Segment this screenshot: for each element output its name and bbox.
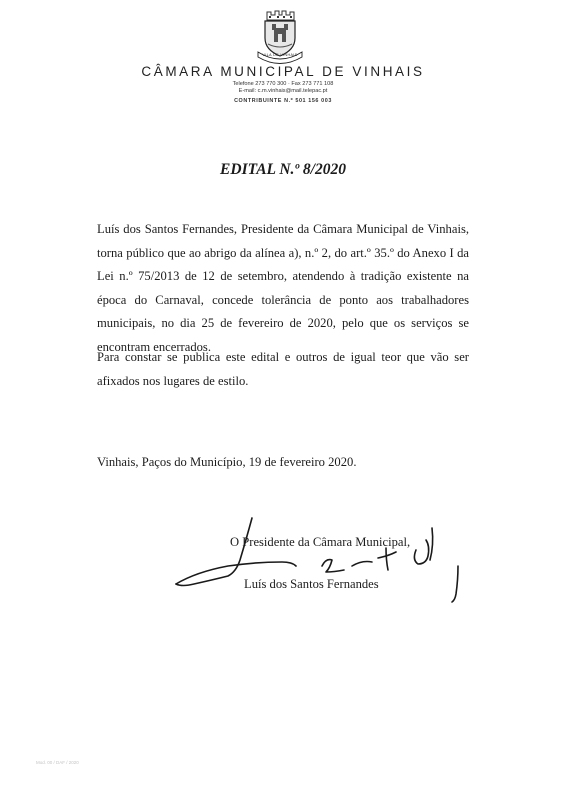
- place-and-date: Vinhais, Paços do Município, 19 de fevereiro 2020.: [97, 455, 357, 469]
- document-title: EDITAL N.º 8/2020: [220, 161, 346, 178]
- email-line: E-mail: c.m.vinhais@mail.telepac.pt: [238, 88, 328, 94]
- footer-faint-mark: Mod. 00 / DAF / 2020: [36, 760, 79, 765]
- body-paragraph-2: Para constar se publica este edital e outros de igual teor que vão ser afixados nos lugares de estilo.: [97, 350, 469, 388]
- body-paragraph-1: Luís dos Santos Fernandes, Presidente da Câmara Municipal de Vinhais, torna público que ao abrigo da alínea a), n.º 2, do art.º 35.º do Anexo I da Lei n.º 75/2013 de 12 de setembro, atendendo à tradição existente na época do Carnaval, concede tolerância de ponto aos trabalhadores municipais, no dia 25 de fevereiro de 2020, pelo que os serviços se encontram encerrados.: [97, 222, 469, 354]
- signatory-name: Luís dos Santos Fernandes: [244, 577, 379, 591]
- signatory-title: O Presidente da Câmara Municipal,: [230, 535, 411, 549]
- organization-name: CÂMARA MUNICIPAL DE VINHAIS: [141, 64, 425, 79]
- crest-motto: VILA DE VINHAIS: [262, 53, 298, 57]
- tax-id-line: CONTRIBUINTE N.º 501 156 003: [234, 98, 332, 104]
- phone-fax-line: Telefone 273 770 300 · Fax 273 771 108: [232, 81, 334, 87]
